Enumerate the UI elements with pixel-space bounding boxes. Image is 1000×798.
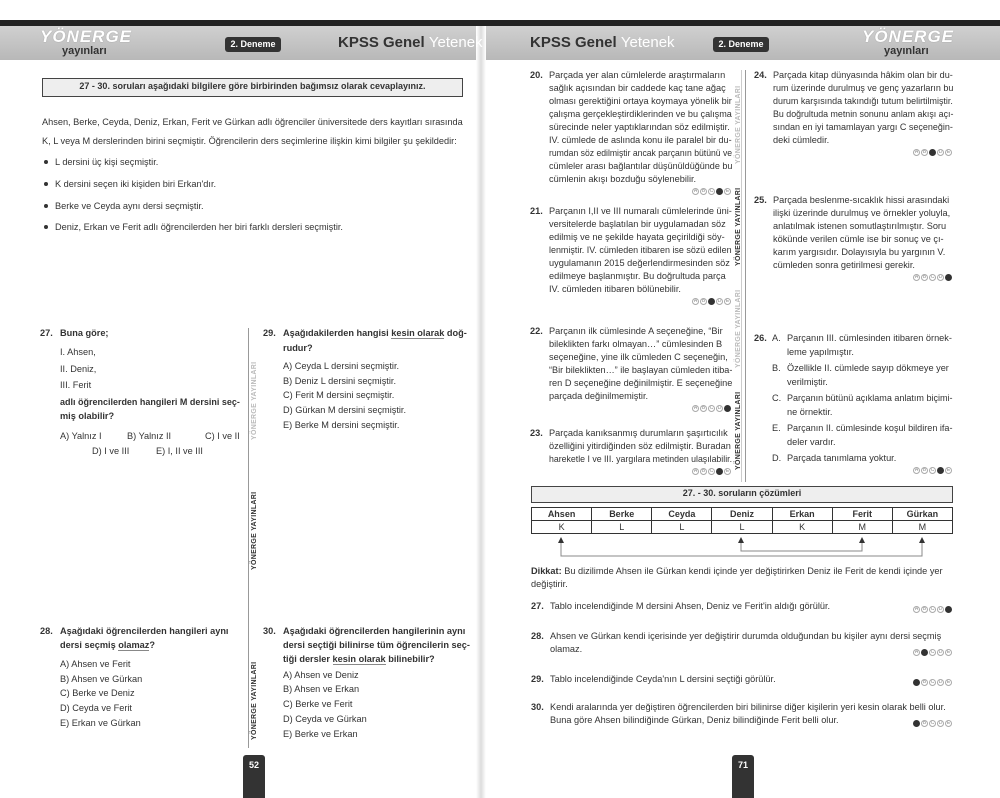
item-letter: C. <box>772 393 782 403</box>
question-number: 28. <box>40 626 53 636</box>
item-letter: D. <box>772 453 782 463</box>
option-c: C) I ve II <box>205 431 240 441</box>
explanation-line: Parçada yer alan cümlelerde araştırmaların <box>549 70 726 80</box>
option-c: C) Berke ve Ferit <box>283 699 353 709</box>
item-text: Parçanın bütünü açıklama anlatım biçimi- <box>787 393 953 403</box>
answer-bubble-e: E <box>725 468 730 474</box>
answer-key <box>913 606 952 613</box>
answer-bubble-c: C <box>930 149 935 155</box>
answer-bubble-c: C <box>709 468 714 474</box>
bullet-text: K dersini seçen iki kişiden biri Erkan'dır. <box>55 179 217 189</box>
bullet-text: Deniz, Erkan ve Ferit adlı öğrencilerden her biri farklı dersleri seçmiştir. <box>55 222 343 232</box>
answer-bubble-d: D <box>717 188 722 194</box>
course-value: K <box>532 521 592 534</box>
answer-key <box>913 720 952 727</box>
exam-label: 2. Deneme <box>225 37 281 52</box>
column-divider <box>745 70 746 482</box>
watermark-text: YÖNERGE YAYINLARI <box>251 661 258 740</box>
answer-bubble-d: D <box>938 467 943 473</box>
solution-text: Ahsen ve Gürkan kendi içerisinde yer değiştirir durumda olduğundan bu kişiler aynı dersi seçmiş <box>550 631 942 641</box>
bullet-text: L dersini üç kişi seçmiştir. <box>55 157 159 167</box>
bullet-icon <box>44 225 48 229</box>
bullet-icon <box>44 204 48 208</box>
answer-bubble-d: D <box>938 149 943 155</box>
answer-bubble-b: B <box>922 467 927 473</box>
roman-item: II. Deniz, <box>60 364 97 374</box>
course-value: L <box>652 521 712 534</box>
arrow-head <box>738 537 744 543</box>
answer-bubble-d: D <box>938 649 943 655</box>
explanation-line: Parçada kitap dünyasında hâkim olan bir du- <box>773 70 953 80</box>
item-text: Parçanın III. cümlesinden itibaren örnek- <box>787 333 952 343</box>
explanation-line: versitelerde başlatılan bir uygulamadan söz <box>549 219 726 229</box>
book-title: KPSS Genel Yetenek <box>530 34 675 51</box>
option-d: D) Ceyda ve Ferit <box>60 703 132 713</box>
answer-bubble-e: E <box>725 298 730 304</box>
question-number: 30. <box>531 702 544 712</box>
watermark-text: YÖNERGE YAYINLARI <box>251 491 258 570</box>
option-b: B) Deniz L dersini seçmiştir. <box>283 376 397 386</box>
explanation-line: lenmiştir. IV. cümleden itibaren ise sözü edilen <box>549 245 732 255</box>
answer-bubble-e: E <box>946 649 951 655</box>
answer-bubble-b: B <box>701 188 706 194</box>
question-text: tiği dersler kesin olarak bilinebilir? <box>283 654 435 664</box>
question-number: 24. <box>754 70 767 80</box>
explanation-line: Parçanın I,II ve III numaralı cümlelerinde üni- <box>549 206 732 216</box>
option-d: D) I ve III <box>92 446 130 456</box>
explanation-line: deki cümledir. <box>773 135 830 145</box>
answer-bubble-a: A <box>914 149 919 155</box>
question-number: 29. <box>531 674 544 684</box>
option-a: A) Yalnız I <box>60 431 102 441</box>
question-number: 23. <box>530 428 543 438</box>
option-b: B) Ahsen ve Gürkan <box>60 674 143 684</box>
roman-item: I. Ahsen, <box>60 347 96 357</box>
question-number: 21. <box>530 206 543 216</box>
watermark-text: YÖNERGE YAYINLARI <box>251 361 258 440</box>
arrow-head <box>919 537 925 543</box>
student-name: Ceyda <box>652 508 712 521</box>
explanation-line: hareketle I ve III. yargılara metinden ulaşılabilir. <box>549 454 733 464</box>
student-name: Ferit <box>832 508 892 521</box>
question-number: 25. <box>754 195 767 205</box>
question-number: 30. <box>263 626 276 636</box>
question-number: 27. <box>531 601 544 611</box>
answer-bubble-a: A <box>914 720 919 726</box>
answer-key <box>692 405 731 412</box>
watermark-text: YÖNERGE YAYINLARI <box>735 289 742 368</box>
explanation-line: uygulamanın 2015 değerlendirmesinden söz <box>549 258 730 268</box>
explanation-line: cümlenin akışı bozduğu söylenebilir. <box>549 174 697 184</box>
answer-bubble-b: B <box>701 405 706 411</box>
explanation-line: özelliğini yitirdiğinden söz edilmiştir. Buradan <box>549 441 731 451</box>
student-name: Deniz <box>712 508 772 521</box>
explanation-line: sürecinde neler yaptıklarından söz edilmiştir. <box>549 122 730 132</box>
arrow-head <box>859 537 865 543</box>
answer-bubble-c: C <box>930 274 935 280</box>
note-text: Dikkat: Bu dizilimde Ahsen ile Gürkan kendi içinde yer değiştirirken Deniz ile Ferit de kendi içinde yer <box>531 566 943 576</box>
item-text: leme yapılmıştır. <box>787 347 854 357</box>
question-number: 22. <box>530 326 543 336</box>
explanation-line: olması gerektiğini ortaya koymaya yönelik bir <box>549 96 732 106</box>
explanation-line: sağlık açısından bir caddede kaç tane ağaç <box>549 83 726 93</box>
note-text: değiştirir. <box>531 579 568 589</box>
answer-bubble-d: D <box>938 606 943 612</box>
solution-text: Tablo incelendiğinde M dersini Ahsen, Deniz ve Ferit'in aldığı görülür. <box>550 601 831 611</box>
answer-bubble-a: A <box>914 606 919 612</box>
book-gutter <box>476 26 486 798</box>
item-letter: A. <box>772 333 781 343</box>
question-stem: Buna göre; <box>60 328 109 338</box>
answer-bubble-b: B <box>922 274 927 280</box>
explanation-line: edilmeye başlanmıştır. Bu doğrultuda parça <box>549 271 726 281</box>
question-number: 26. <box>754 333 767 343</box>
answer-bubble-c: C <box>709 298 714 304</box>
answer-bubble-e: E <box>946 606 951 612</box>
student-name: Erkan <box>772 508 832 521</box>
publisher-logo: YÖNERGE yayınları <box>40 27 133 57</box>
answer-bubble-e: E <box>946 679 951 685</box>
explanation-line: cümleler arası bağlantılar düşünüldüğünde bu <box>549 161 733 171</box>
option-a: A) Ceyda L dersini seçmiştir. <box>283 361 400 371</box>
answer-bubble-d: D <box>938 274 943 280</box>
roman-item: III. Ferit <box>60 380 92 390</box>
book-title: KPSS Genel Yetenek <box>338 34 483 51</box>
explanation-line: cümleden sonra getirilmesi gerekir. <box>773 260 915 270</box>
answer-bubble-d: D <box>717 468 722 474</box>
answer-bubble-c: C <box>709 188 714 194</box>
explanation-line: Parçada beslenme-sıcaklık hissi arasındaki <box>773 195 950 205</box>
explanation-line: edilmiş ve ne şekilde hayata geçirildiği söy- <box>549 232 725 242</box>
explanation-line: IV. cümleden itibaren bölünebilir. <box>549 284 681 294</box>
intro-line: K, L veya M derslerinden birini seçmiştir. Öğrencilerin ders seçimlerine ilişkin kimi bilgiler şu şekildedir: <box>42 136 457 146</box>
answer-bubble-c: C <box>930 720 935 726</box>
explanation-line: seçeneğine, yine ilk cümleden C seçeneğin, <box>549 352 728 362</box>
watermark-text: YÖNERGE YAYINLARI <box>735 391 742 470</box>
answer-bubble-c: C <box>930 467 935 473</box>
question-text: Aşağıdakilerden hangisi kesin olarak doğ- <box>283 328 467 338</box>
question-text: rudur? <box>283 343 313 353</box>
solution-text: olamaz. <box>550 644 583 654</box>
solution-title-box: 27. - 30. soruların çözümleri <box>531 486 953 503</box>
answer-bubble-b: B <box>922 606 927 612</box>
course-value: L <box>712 521 772 534</box>
solution-text: Buna göre Ahsen bilindiğinde Gürkan, Deniz bilindiğinde Ferit belli olur. <box>550 715 839 725</box>
explanation-line: ilişki üzerinde durulmuş ve örnekler yoluyla, <box>773 208 951 218</box>
explanation-line: rumdan söz edilmiştir ancak parçanın bütünü ve <box>549 148 733 158</box>
option-d: D) Ceyda ve Gürkan <box>283 714 367 724</box>
answer-bubble-c: C <box>930 606 935 612</box>
option-b: B) Yalnız II <box>127 431 172 441</box>
column-divider <box>248 328 249 748</box>
answer-bubble-d: D <box>717 405 722 411</box>
question-number: 27. <box>40 328 53 338</box>
student-name: Ahsen <box>532 508 592 521</box>
question-text: adlı öğrencilerden hangileri M dersini seç- <box>60 397 240 407</box>
arrow-deniz-ferit <box>741 542 862 551</box>
option-e: E) I, II ve III <box>156 446 203 456</box>
answer-bubble-c: C <box>930 679 935 685</box>
option-c: C) Berke ve Deniz <box>60 688 135 698</box>
answer-bubble-a: A <box>693 405 698 411</box>
instruction-box: 27 - 30. soruları aşağıdaki bilgilere göre birbirinden bağımsız olarak cevaplayınız. <box>42 78 463 97</box>
option-e: E) Berke ve Erkan <box>283 729 358 739</box>
solution-table <box>531 507 953 534</box>
option-c: C) Ferit M dersini seçmiştir. <box>283 390 395 400</box>
course-value: M <box>892 521 952 534</box>
explanation-line: kökünde verilen cümle ise bir sonuç ve çı- <box>773 234 944 244</box>
answer-bubble-a: A <box>693 298 698 304</box>
answer-bubble-d: D <box>938 679 943 685</box>
item-text: Parçada tanımlama yoktur. <box>787 453 897 463</box>
answer-bubble-b: B <box>922 679 927 685</box>
swap-arrows <box>531 536 953 560</box>
intro-line: Ahsen, Berke, Ceyda, Deniz, Erkan, Ferit ve Gürkan adlı öğrenciler üniversitede ders kayıtları sırasında <box>42 117 463 127</box>
answer-bubble-a: A <box>693 188 698 194</box>
exam-label: 2. Deneme <box>713 37 769 52</box>
publisher-logo: YÖNERGE yayınları <box>862 27 955 57</box>
answer-bubble-a: A <box>914 649 919 655</box>
answer-bubble-e: E <box>946 720 951 726</box>
item-text: deler vardır. <box>787 437 836 447</box>
answer-bubble-b: B <box>922 149 927 155</box>
explanation-line: Parçanın ilk cümlesinde A seçeneğine, “Bir <box>549 326 723 336</box>
student-name: Berke <box>592 508 652 521</box>
question-text: Aşağıdaki öğrencilerden hangileri aynı <box>60 626 229 636</box>
item-text: Özellikle II. cümlede sayıp dökmeye yer <box>787 363 949 373</box>
bullet-icon <box>44 182 48 186</box>
explanation-line: parçada değinilmemiştir. <box>549 391 649 401</box>
question-text: dersi seçmiş olamaz? <box>60 640 156 650</box>
explanation-line: karım yargısıdır. Dolayısıyla bu yargının V. <box>773 247 946 257</box>
watermark-text: YÖNERGE YAYINLARI <box>735 85 742 164</box>
item-letter: E. <box>772 423 781 433</box>
arrow-head <box>558 537 564 543</box>
answer-key <box>913 649 952 656</box>
item-text: verilmiştir. <box>787 377 828 387</box>
explanation-line: durum karşısında takındığı tutum belirtilmiştir. <box>773 96 953 106</box>
option-a: A) Ahsen ve Ferit <box>60 659 131 669</box>
explanation-line: anlatılmak istenen somutlaştırılmıştır. Soru <box>773 221 947 231</box>
solution-text: Kendi aralarında yer değiştiren öğrencilerden biri bilinirse diğer kişilerin yeri kesin olarak belli olur. <box>550 702 946 712</box>
option-d: D) Gürkan M dersini seçmiştir. <box>283 405 407 415</box>
answer-bubble-b: B <box>701 298 706 304</box>
explanation-line: ren D seçeneğine değinilmiştir. E seçeneğine <box>549 378 733 388</box>
answer-bubble-b: B <box>922 720 927 726</box>
question-text: dersi seçtiği bilinirse tüm öğrencilerin seç- <box>283 640 470 650</box>
answer-key <box>692 298 731 305</box>
answer-key <box>692 188 731 195</box>
answer-key <box>913 679 952 686</box>
explanation-line: sından en iyi tamamlayan yargı C seçeneğin- <box>773 122 953 132</box>
explanation-line: bileklikten farkı olmayan…” cümlesinden B <box>549 339 723 349</box>
answer-bubble-a: A <box>914 679 919 685</box>
explanation-line: Parçada kanıksanmış durumların şaşırtıcılık <box>549 428 728 438</box>
page-number: 52 <box>243 755 265 798</box>
answer-bubble-b: B <box>701 468 706 474</box>
explanation-line: Bu doğrultuda metnin sonunu anlam akışı açı- <box>773 109 954 119</box>
question-number: 29. <box>263 328 276 338</box>
answer-key <box>692 468 731 475</box>
answer-bubble-e: E <box>725 405 730 411</box>
course-value: L <box>592 521 652 534</box>
answer-bubble-b: B <box>922 649 927 655</box>
question-number: 20. <box>530 70 543 80</box>
bullet-text: Berke ve Ceyda aynı dersi seçmiştir. <box>55 201 204 211</box>
answer-bubble-e: E <box>946 467 951 473</box>
explanation-line: “Bir bileklikten…” ile başlayan cümleden itiba- <box>549 365 733 375</box>
answer-bubble-e: E <box>946 149 951 155</box>
explanation-line: IV. cümlede de aslında konu ile paralel bir du- <box>549 135 732 145</box>
item-text: ne örnektir. <box>787 407 833 417</box>
answer-bubble-e: E <box>946 274 951 280</box>
option-b: B) Ahsen ve Erkan <box>283 684 360 694</box>
item-text: Parçanın II. cümlesinde koşul bildiren ifa- <box>787 423 953 433</box>
course-value: M <box>832 521 892 534</box>
item-letter: B. <box>772 363 781 373</box>
course-value: K <box>772 521 832 534</box>
explanation-line: çalışma gerçekleştirdiklerinden ve bu çalışma <box>549 109 732 119</box>
student-name: Gürkan <box>892 508 952 521</box>
answer-bubble-e: E <box>725 188 730 194</box>
answer-bubble-a: A <box>693 468 698 474</box>
answer-bubble-c: C <box>709 405 714 411</box>
solution-text: Tablo incelendiğinde Ceyda'nın L dersini seçtiği görülür. <box>550 674 776 684</box>
option-e: E) Erkan ve Gürkan <box>60 718 141 728</box>
answer-bubble-a: A <box>914 467 919 473</box>
question-number: 28. <box>531 631 544 641</box>
option-a: A) Ahsen ve Deniz <box>283 670 359 680</box>
question-text: miş olabilir? <box>60 411 115 421</box>
answer-bubble-d: D <box>938 720 943 726</box>
answer-bubble-c: C <box>930 649 935 655</box>
answer-key <box>913 149 952 156</box>
option-e: E) Berke M dersini seçmiştir. <box>283 420 400 430</box>
explanation-line: rum üzerinde durulmuş ve genç yazarların bu <box>773 83 954 93</box>
bullet-icon <box>44 160 48 164</box>
answer-bubble-a: A <box>914 274 919 280</box>
answer-bubble-d: D <box>717 298 722 304</box>
answer-key <box>913 467 952 474</box>
question-text: Aşağıdaki öğrencilerden hangilerinin aynı <box>283 626 466 636</box>
answer-key <box>913 274 952 281</box>
page-number: 71 <box>732 755 754 798</box>
watermark-text: YÖNERGE YAYINLARI <box>735 187 742 266</box>
